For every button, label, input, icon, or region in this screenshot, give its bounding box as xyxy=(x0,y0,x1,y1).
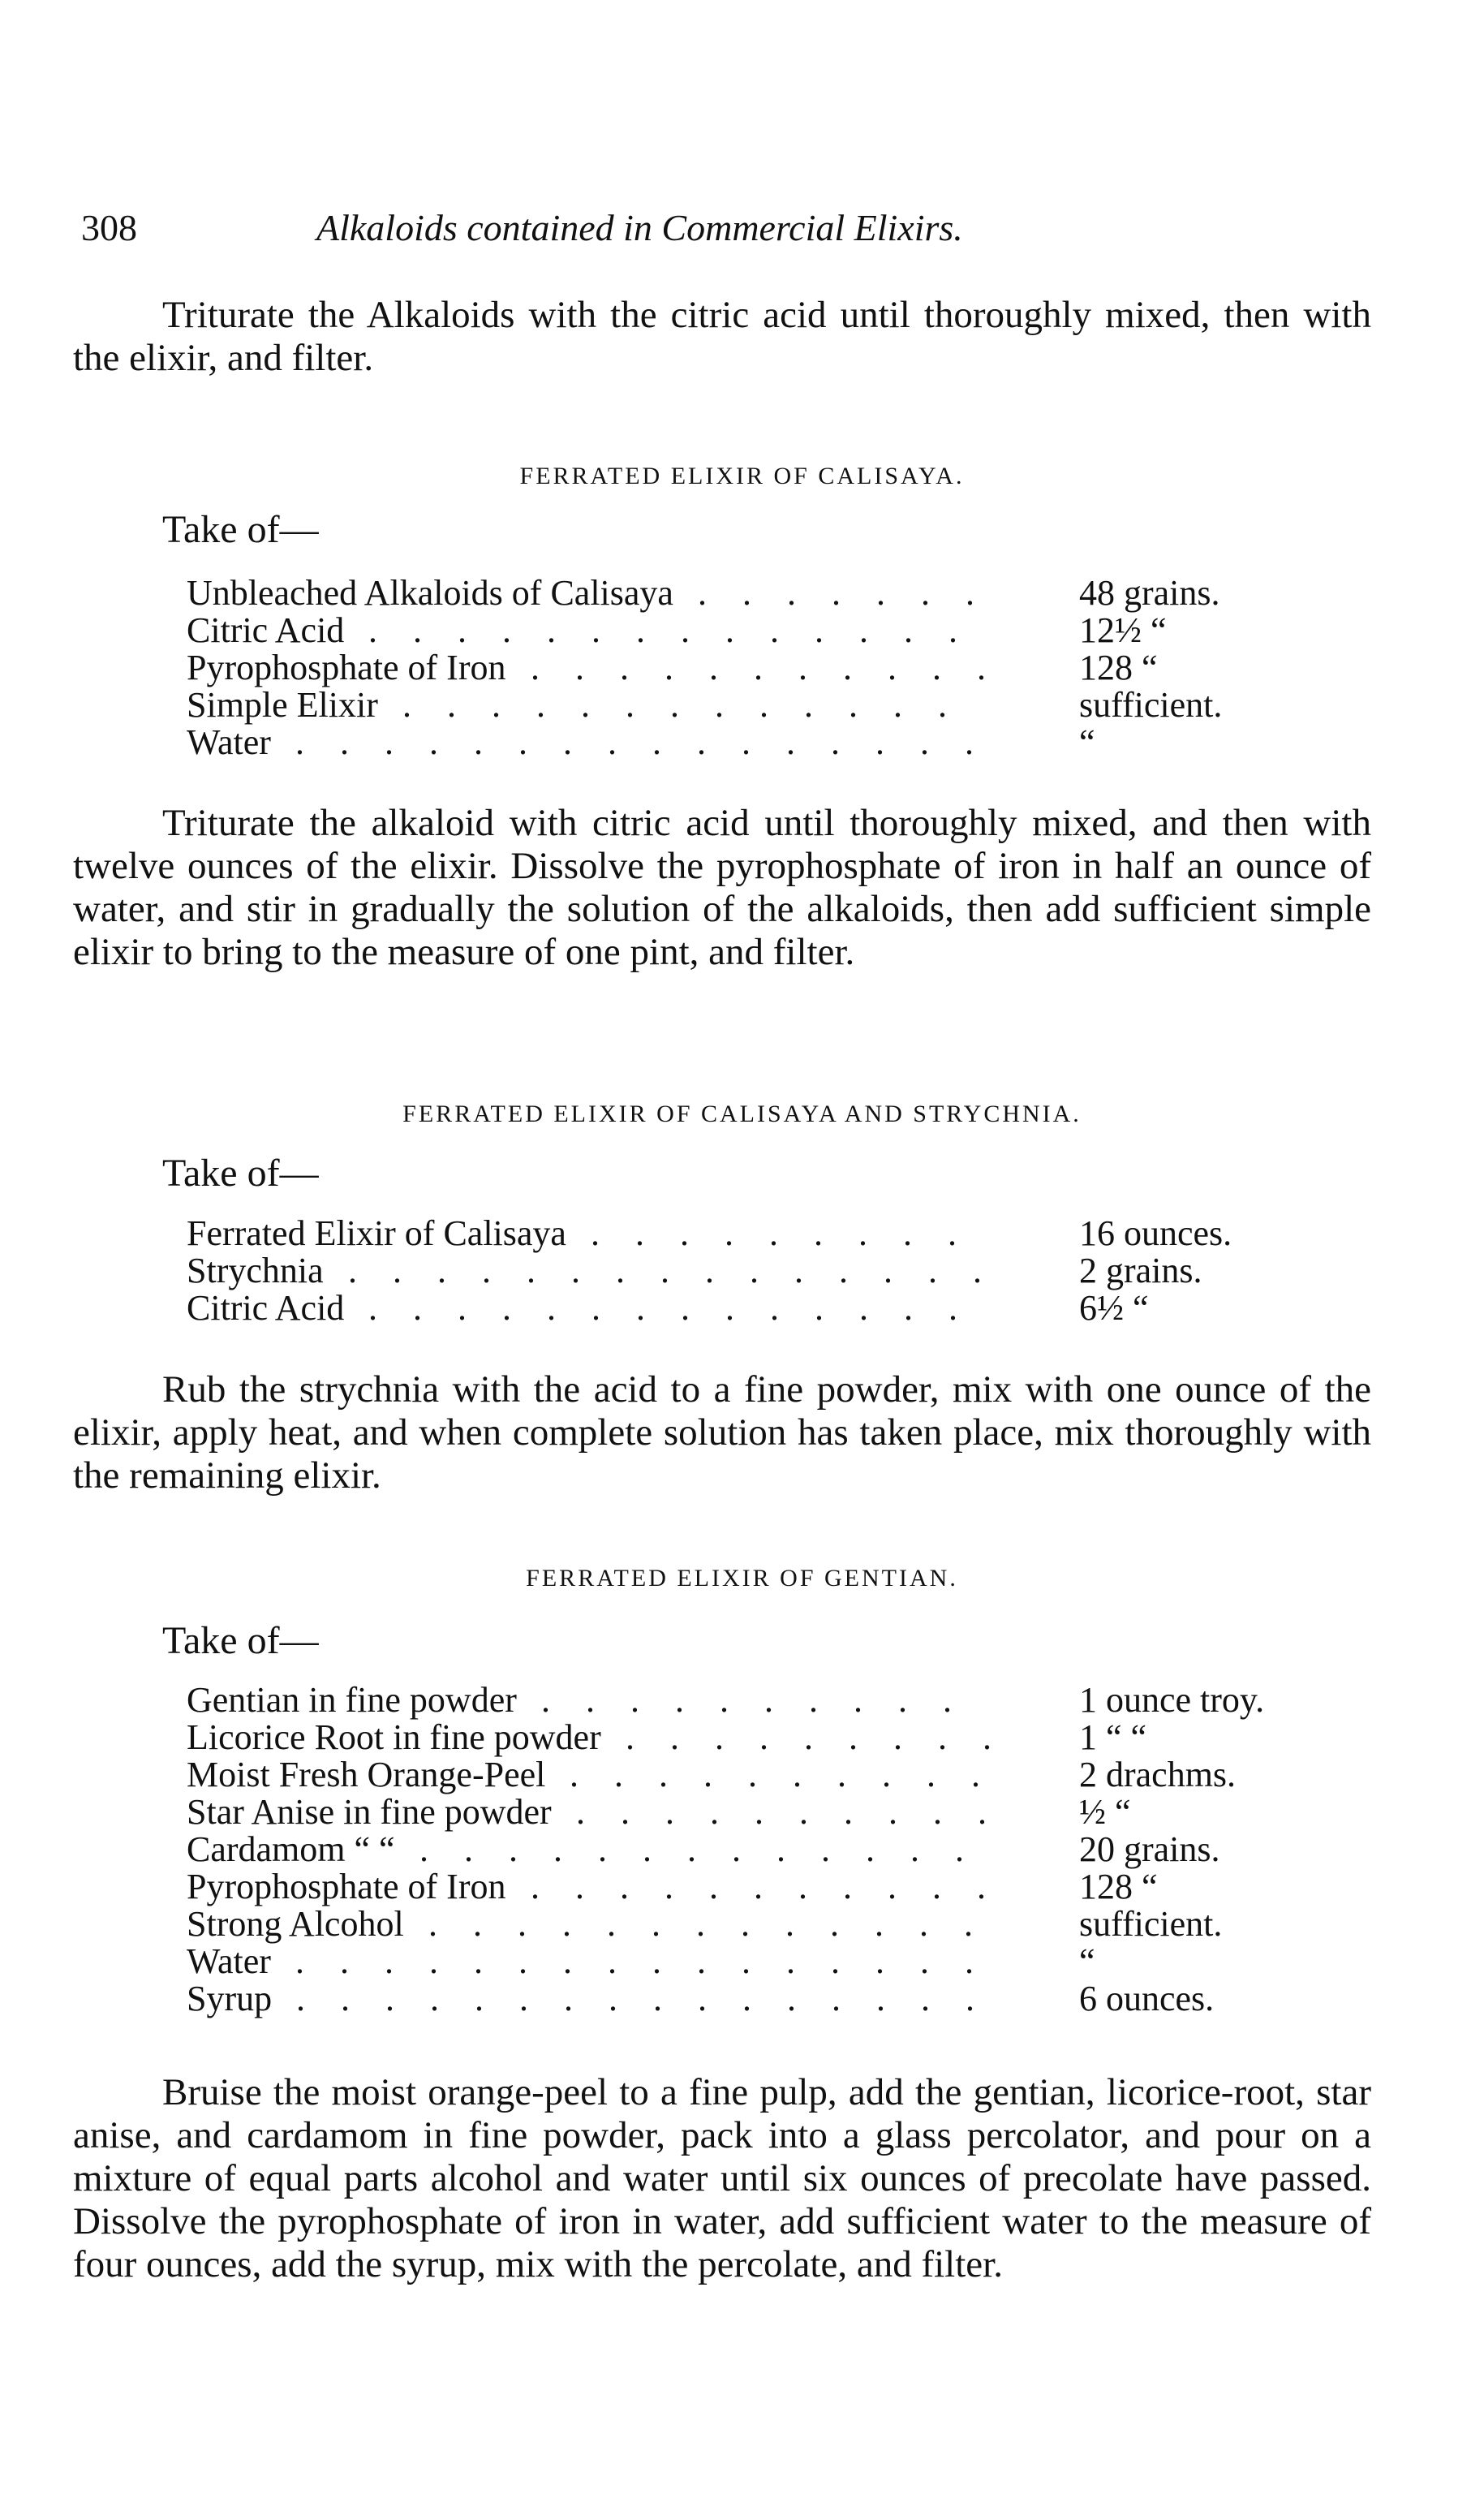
recipe-row xyxy=(187,1682,1347,1719)
ingredient-quantity: 6½ “ xyxy=(1079,1288,1149,1328)
dot-leader: . . . . . . . . . . . . . . . . xyxy=(295,1943,1009,1980)
dot-leader: . . . . . . . . . . . . . . . . xyxy=(296,1980,1010,2018)
ingredient-quantity: 6 ounces. xyxy=(1079,1979,1215,2018)
ingredient-quantity: 128 “ xyxy=(1079,1867,1158,1906)
dot-leader: . . . . . . . . . . xyxy=(570,1756,1016,1794)
dot-leader: . . . . . . . . . . . . . . . xyxy=(348,1252,1017,1290)
ingredient-name: Strychnia xyxy=(187,1251,324,1290)
ingredient-name: Strong Alcohol xyxy=(187,1904,404,1944)
ingredient-name: Pyrophosphate of Iron xyxy=(187,648,506,687)
dot-leader: . . . . . . . . . . . . . xyxy=(419,1831,1000,1868)
dot-leader: . . . . . . . . . . . . . . xyxy=(368,1290,993,1327)
ingredient-quantity: 48 grains. xyxy=(1079,573,1220,613)
instructions-paragraph-calisaya: Triturate the alkaloid with citric acid until thoroughly mixed, and then with twelve ounces of the elixir. Dissolve the pyrophosphate of iron in half an ounce of water, and stir in gradually the solution of the alkaloids, then add sufficient simple elixir to bring to the measure of one pint, and filter. xyxy=(73,802,1371,973)
ingredient-name: Water xyxy=(187,722,271,762)
ingredient-name: Pyrophosphate of Iron xyxy=(187,1867,506,1906)
recipe-row xyxy=(187,1756,1347,1794)
section-heading-calisaya-strychnia: FERRATED ELIXIR OF CALISAYA AND STRYCHNIA. xyxy=(402,1101,1082,1127)
ingredient-name: Citric Acid xyxy=(187,1288,345,1328)
recipe-row xyxy=(187,612,1347,649)
recipe-row xyxy=(187,1719,1347,1756)
page-header xyxy=(81,206,1347,263)
dot-leader: . . . . . . . xyxy=(698,575,1010,612)
dot-leader: . . . . . . . . . xyxy=(591,1215,992,1252)
section-heading-gentian: FERRATED ELIXIR OF GENTIAN. xyxy=(526,1565,958,1592)
recipe-row xyxy=(187,1794,1347,1831)
dot-leader: . . . . . . . . . . xyxy=(541,1682,987,1719)
recipe-row xyxy=(187,649,1347,687)
recipe-row xyxy=(187,1831,1347,1868)
instructions-paragraph-gentian: Bruise the moist orange-peel to a fine pulp, add the gentian, licorice-root, star anise, and cardamom in fine powder, pack into a glass percolator, and pour on a mixture of equal parts alcohol and water until six ounces of precolate have passed. Dissolve the pyrophosphate of iron in water, add sufficient water to the measure of four ounces, add the syrup, mix with the percolate, and filter. xyxy=(73,2071,1371,2285)
take-of-label: Take of— xyxy=(162,1619,319,1662)
recipe-row xyxy=(187,1943,1347,1980)
recipe-list-calisaya-strychnia xyxy=(187,1215,1347,1327)
take-of-label: Take of— xyxy=(162,508,319,551)
ingredient-quantity: “ xyxy=(1079,722,1095,762)
dot-leader: . . . . . . . . . . . . . xyxy=(428,1906,1009,1943)
recipe-row xyxy=(187,1868,1347,1906)
intro-paragraph: Triturate the Alkaloids with the citric acid until thoroughly mixed, then with the elixir, and filter. xyxy=(73,294,1371,379)
dot-leader: . . . . . . . . . . . xyxy=(531,1868,1022,1906)
ingredient-quantity: 20 grains. xyxy=(1079,1829,1220,1869)
recipe-row xyxy=(187,687,1347,724)
take-of-label: Take of— xyxy=(162,1152,319,1195)
dot-leader: . . . . . . . . . . . xyxy=(531,649,1022,687)
ingredient-quantity: 2 drachms. xyxy=(1079,1755,1237,1794)
recipe-row xyxy=(187,1906,1347,1943)
recipe-row xyxy=(187,575,1347,612)
ingredient-quantity: 1 ounce troy. xyxy=(1079,1680,1265,1720)
ingredient-quantity: 16 ounces. xyxy=(1079,1213,1232,1253)
ingredient-name: Simple Elixir xyxy=(187,685,378,725)
ingredient-name: Syrup xyxy=(187,1979,273,2018)
instructions-paragraph-calisaya-strychnia: Rub the strychnia with the acid to a fine powder, mix with one ounce of the elixir, apply heat, and when complete solution has taken place, mix thoroughly with the remaining elixir. xyxy=(73,1368,1371,1497)
recipe-row xyxy=(187,1290,1347,1327)
dot-leader: . . . . . . . . . . xyxy=(576,1794,1022,1831)
dot-leader: . . . . . . . . . . . . . . . . xyxy=(295,724,1009,761)
recipe-row xyxy=(187,1252,1347,1290)
ingredient-quantity: “ xyxy=(1079,1941,1095,1981)
ingredient-name: Water xyxy=(187,1941,271,1981)
section-heading-calisaya: FERRATED ELIXIR OF CALISAYA. xyxy=(519,463,965,489)
ingredient-name: Moist Fresh Orange-Peel xyxy=(187,1755,546,1794)
ingredient-quantity: 2 grains. xyxy=(1079,1251,1202,1290)
dot-leader: . . . . . . . . . xyxy=(626,1719,1027,1756)
ingredient-quantity: 128 “ xyxy=(1079,648,1158,687)
page-number: 308 xyxy=(81,207,137,248)
recipe-list-calisaya xyxy=(187,575,1347,761)
ingredient-quantity: 12½ “ xyxy=(1079,610,1167,650)
dot-leader: . . . . . . . . . . . . . . xyxy=(368,612,993,649)
ingredient-name: Ferrated Elixir of Calisaya xyxy=(187,1213,566,1253)
ingredient-quantity: 1 “ “ xyxy=(1079,1717,1147,1757)
ingredient-quantity: sufficient. xyxy=(1079,1904,1223,1944)
dot-leader: . . . . . . . . . . . . . xyxy=(402,687,983,724)
ingredient-name: Licorice Root in fine powder xyxy=(187,1717,601,1757)
ingredient-name: Cardamom “ “ xyxy=(187,1829,395,1869)
ingredient-name: Star Anise in fine powder xyxy=(187,1792,552,1832)
ingredient-quantity: sufficient. xyxy=(1079,685,1223,725)
recipe-row xyxy=(187,1980,1347,2018)
ingredient-name: Unbleached Alkaloids of Calisaya xyxy=(187,573,673,613)
recipe-row xyxy=(187,724,1347,761)
ingredient-name: Citric Acid xyxy=(187,610,345,650)
ingredient-quantity: ½ “ xyxy=(1079,1792,1131,1832)
recipe-list-gentian xyxy=(187,1682,1347,2018)
ingredient-name: Gentian in fine powder xyxy=(187,1680,517,1720)
recipe-row xyxy=(187,1215,1347,1252)
running-title: Alkaloids contained in Commercial Elixirs. xyxy=(316,207,963,248)
